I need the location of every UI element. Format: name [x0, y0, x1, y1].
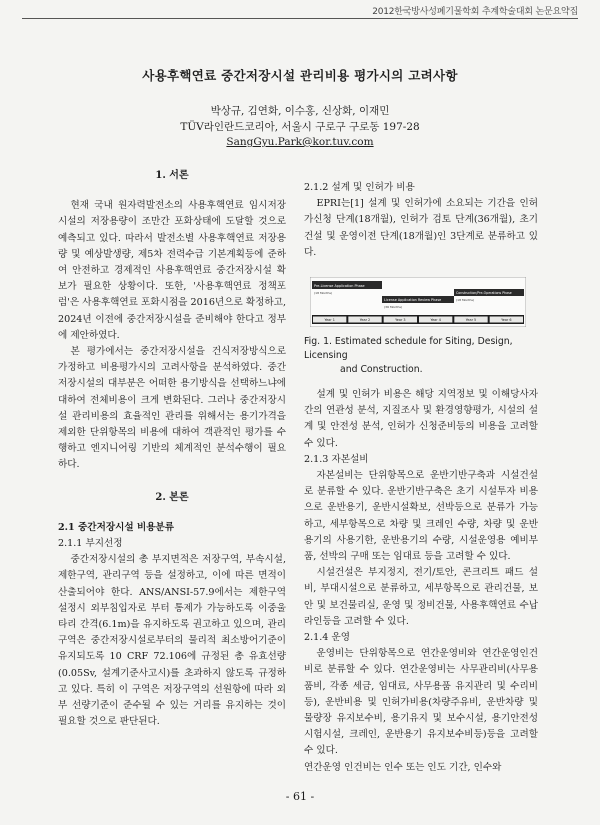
- year-label: Year 4: [430, 318, 441, 323]
- page-number: - 61 -: [285, 790, 315, 803]
- year-label: Year 6: [501, 318, 512, 323]
- paragraph: 연간운영 인건비는 인수 또는 인도 기간, 인수와: [304, 761, 502, 773]
- subsubsection-heading: 2.1.3 자본설비: [304, 453, 369, 465]
- paragraph: EPRI는[1] 설계 및 인허가에 소요되는 기간을 인허가신청 단계(18개월), 인허가 검토 단계(36개월), 초기건설 및 운영이전 단계(18개월)인 3단계로 분류하고 있다.: [304, 198, 538, 258]
- paper-title: 사용후핵연료 중간저장시설 관리비용 평가시의 고려사항: [142, 68, 458, 83]
- authors: 박상규, 김연화, 이수홍, 신상화, 이재민: [210, 105, 390, 117]
- header-rule: [22, 18, 578, 19]
- caption-line-1: Fig. 1. Estimated schedule for Siting, Design, Licensing: [304, 336, 513, 362]
- phase-label: License Application Review Phase: [384, 298, 442, 303]
- paragraph: 현재 국내 원자력발전소의 사용후핵연료 임시저장 시설의 저장용량이 조만간 포화상태에 도달할 것으로 예측되고 있다. 따라서 발전소별 사용후핵연료 저장용량 및 예상발생량, 제5차 전력수급 기본계획등에 준하여 안전하고 경제적인 사용후핵연료 중간저장시설 확보가 필요한 상황이다. 또한, '사용후핵연료 정책포럼'은 사용후핵연료 포화시점을 2016년으로 확정하고, 2024년 이전에 중간저장시설을 준비해야 한다고 정부에 제안하였다.: [58, 200, 286, 341]
- phase-label: Construction/Pre-Operations Phase: [456, 291, 512, 296]
- phase-label: Pre-License Application Phase: [314, 284, 365, 289]
- subsubsection-heading: 2.1.4 운영: [304, 632, 350, 644]
- paragraph: 시설건설은 부지정지, 전기/토안, 콘크리트 패드 설비, 부대시설으로 분류하고, 세부항목으로 관리건물, 보안 및 보건물리실, 운영 및 정비건물, 사용후핵연료 수납라인등을 고려할 수 있다.: [304, 567, 538, 627]
- right-column: [304, 180, 538, 776]
- paragraph: 자본설비는 단위항목으로 운반기반구축과 시설건설로 분류할 수 있다. 운반기반구축은 초기 시설투자 비용으로 운반용기, 운반시설확보, 선박등으로 분류가 가능하고, 세부항목으로 차량 및 크레인 수량, 차량 및 운반용기의 사용기한, 운반용기의 수량, 시설운영용 예비부품, 선박의 구매 또는 임대료 등을 고려할 수 있다.: [304, 470, 538, 563]
- schedule-chart: [310, 277, 526, 327]
- year-label: Year 2: [359, 318, 371, 323]
- section-heading-body: 2. 본론: [155, 491, 189, 503]
- paragraph: 본 평가에서는 중간저장시설을 건식저장방식으로 가정하고 비용평가시의 고려사항을 분석하였다. 중간저장시설의 대부분은 어떠한 용기방식을 선택하느냐에 대하여 전체비용이 크게 변화된다. 그러나 중간저장시설 관리비용의 효율적인 관리를 위해서는 용기가격을 제외한 단위항목의 비용에 대하여 객관적인 평가를 수행하고 엔지니어링 기반의 체계적인 분석수행이 필요하다.: [58, 346, 286, 471]
- running-head: 2012한국방사성폐기물학회 추계학술대회 논문요약집: [372, 7, 578, 17]
- figure-caption: [304, 335, 538, 377]
- author-email[interactable]: SangGyu.Park@kor.tuv.com: [226, 136, 374, 148]
- year-label: Year 5: [465, 318, 477, 323]
- section-heading-intro: 1. 서론: [155, 170, 189, 181]
- caption-line-2: and Construction.: [340, 364, 423, 376]
- subsubsection-heading: 2.1.2 설계 및 인허가 비용: [304, 182, 415, 193]
- subsection-heading: 2.1 중간저장시설 비용분류: [58, 521, 175, 533]
- year-label: Year 1: [324, 318, 335, 323]
- phase-duration: (18 Months): [456, 298, 475, 303]
- schedule-figure: [310, 277, 526, 327]
- paragraph: 설계 및 인허가 비용은 해당 지역정보 및 이해당사자간의 연관성 분석, 지질조사 및 환경영향평가, 시설의 설계 및 안전성 분석, 인허가 신청준비등의 비용을 고려할 수 있다.: [304, 389, 538, 449]
- phase-duration: (36 Months): [384, 305, 403, 310]
- affiliation: TÜV라인란드코리아, 서울시 구로구 구로동 197-28: [180, 121, 420, 133]
- phase-duration: (18 Months): [314, 291, 333, 296]
- paragraph: 운영비는 단위항목으로 연간운영비와 연간운영인건비로 분류할 수 있다. 연간운영비는 사무관리비(사무용품비, 각종 세금, 임대료, 사무용품 유지관리 및 수리비등), 운반비용 및 인허가비용(차량주유비, 운반차량 및 물량장 유지보수비, 용기유지 및 보수시설, 용기안전성 시험시설, 크레인, 운반용기 유지보수비등)등을 고려할 수 있다.: [304, 648, 538, 757]
- paragraph: 중간저장시설의 총 부지면적은 저장구역, 부속시설, 제한구역, 관리구역 등을 설정하고, 이에 따른 면적이 산출되어야 한다. ANS/ANSI-57.9에서는 제한구역 설정시 외부침입자로 부터 통제가 가능하도록 이중울타리 간격(6.1m)을 유지하도록 권고하고 있으며, 관리구역은 중간저장시설로부터의 물리적 최소방어기준이 유지되도록 10 CRF 72.106에 규정된 총 유효선량(0.05Sv, 설계기준사고시)를 초과하지 않도록 규정하고 있다. 특히 이 구역은 저장구역의 선원항에 따라 외부 선량기준이 준수될 수 있는 거리를 유지하는 것이 필요할 것으로 판단된다.: [58, 554, 286, 728]
- left-column: [58, 168, 286, 731]
- year-label: Year 3: [395, 318, 406, 323]
- subsubsection-heading: 2.1.1 부지선정: [58, 538, 123, 550]
